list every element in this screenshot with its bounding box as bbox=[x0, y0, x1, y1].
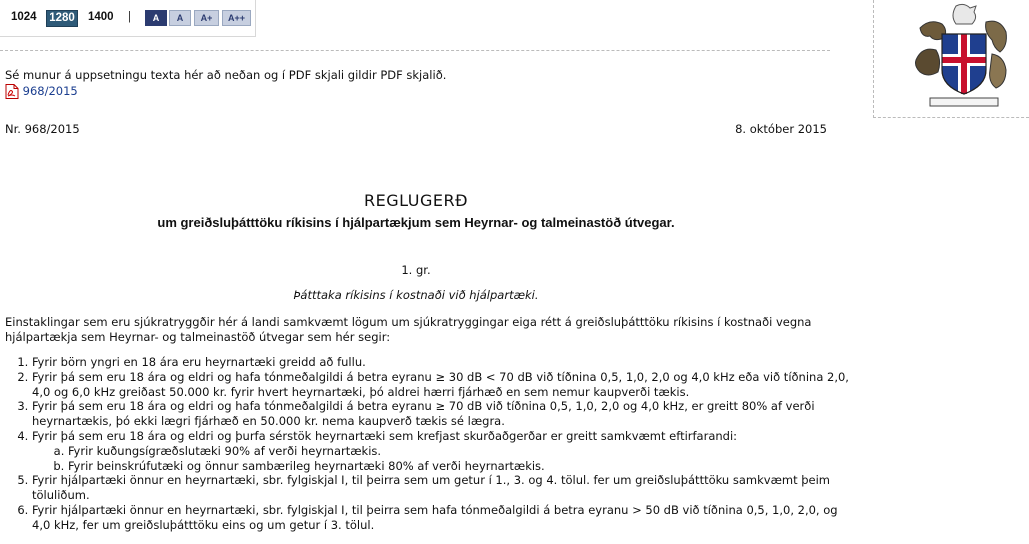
coat-of-arms-icon bbox=[914, 2, 1014, 110]
toolbar-separator: | bbox=[128, 11, 131, 23]
document-title: REGLUGERÐ bbox=[364, 191, 468, 210]
width-1400-button[interactable]: 1400 bbox=[88, 11, 114, 23]
article-number: 1. gr. bbox=[401, 263, 431, 277]
coat-of-arms-panel bbox=[873, 0, 1029, 118]
list-item: 1. Fyrir börn yngri en 18 ára eru heyrnartæki greidd að fullu. bbox=[32, 355, 854, 370]
display-toolbar bbox=[0, 0, 256, 37]
list-item bbox=[32, 429, 854, 473]
article-list bbox=[5, 355, 854, 533]
font-size-a-button[interactable]: A bbox=[169, 10, 191, 26]
sub-list-item: a. Fyrir kuðungsígræðslutæki 90% af verði heyrnartækis. bbox=[68, 444, 854, 459]
list-item-text: Fyrir þá sem eru 18 ára og eldri og þurfa sérstök heyrnartæki sem krefjast skurðaðgerðar er greitt samkvæmt eftirfarandi: bbox=[32, 428, 738, 443]
pdf-link[interactable]: 968/2015 bbox=[22, 84, 78, 98]
width-1280-button[interactable]: 1280 bbox=[46, 10, 78, 27]
pdf-precedence-notice: Sé munur á uppsetningu texta hér að neðan og í PDF skjali gildir PDF skjalið. bbox=[5, 68, 447, 82]
article-intro: Einstaklingar sem eru sjúkratryggðir hér á landi samkvæmt lögum um sjúkratryggingar eiga rétt á greiðsluþátttöku ríkisins í kostnaði vegna hjálpartækja sem Heyrnar- og talmeinastöð útvegar sem hér segir: bbox=[5, 315, 812, 344]
font-size-a-plus-plus-button[interactable]: A++ bbox=[222, 10, 251, 26]
article-heading: Þátttaka ríkisins í kostnaði við hjálpartæki. bbox=[293, 288, 539, 302]
pdf-file-icon[interactable] bbox=[5, 84, 19, 99]
document-date: 8. október 2015 bbox=[735, 122, 827, 136]
list-item: 6. Fyrir hjálpartæki önnur en heyrnartæki, sbr. fylgiskjal I, til þeirra sem hafa tónmeðalgildi á betra eyranu > 50 dB við tíðnina 0,5, 1,0, 2,0, og 4,0 kHz, fer um greiðsluþátttöku eins og um getur í 3. tölul. bbox=[32, 503, 854, 533]
font-size-a-active-button[interactable]: A bbox=[145, 10, 167, 26]
document-number: Nr. 968/2015 bbox=[5, 122, 80, 136]
pdf-link-row bbox=[5, 84, 78, 99]
header-divider bbox=[0, 50, 830, 51]
document-subtitle: um greiðsluþátttöku ríkisins í hjálpartækjum sem Heyrnar- og talmeinastöð útvegar. bbox=[157, 215, 675, 230]
font-size-a-plus-button[interactable]: A+ bbox=[194, 10, 219, 26]
list-item: 3. Fyrir þá sem eru 18 ára og eldri og hafa tónmeðalgildi á betra eyranu ≥ 70 dB við tíðnina 0,5, 1,0, 2,0 og 4,0 kHz, er greitt 80% af verði heyrnartækis, þó ekki lægri fjárhæð en 50.000 kr. nema kaupverð tækis sé lægra. bbox=[32, 399, 854, 429]
list-item: 5. Fyrir hjálpartæki önnur en heyrnartæki, sbr. fylgiskjal I, til þeirra sem um getur í 1., 3. og 4. tölul. fer um greiðsluþátttöku samkvæmt þeim töluliðum. bbox=[32, 473, 854, 503]
sub-list-item: b. Fyrir beinskrúfutæki og önnur sambærileg heyrnartæki 80% af verði heyrnartækis. bbox=[68, 459, 854, 474]
list-item: 2. Fyrir þá sem eru 18 ára og eldri og hafa tónmeðalgildi á betra eyranu ≥ 30 dB < 70 dB við tíðnina 0,5, 1,0, 2,0 og 4,0 kHz eða við tíðnina 2,0, 4,0 og 6,0 kHz greiðast 50.000 kr. fyrir hvert heyrnartæki, þó aldrei hærri fjárhæð en sem nemur kaupverði tækis. bbox=[32, 370, 854, 400]
sub-list bbox=[32, 444, 854, 474]
width-1024-button[interactable]: 1024 bbox=[11, 11, 37, 23]
